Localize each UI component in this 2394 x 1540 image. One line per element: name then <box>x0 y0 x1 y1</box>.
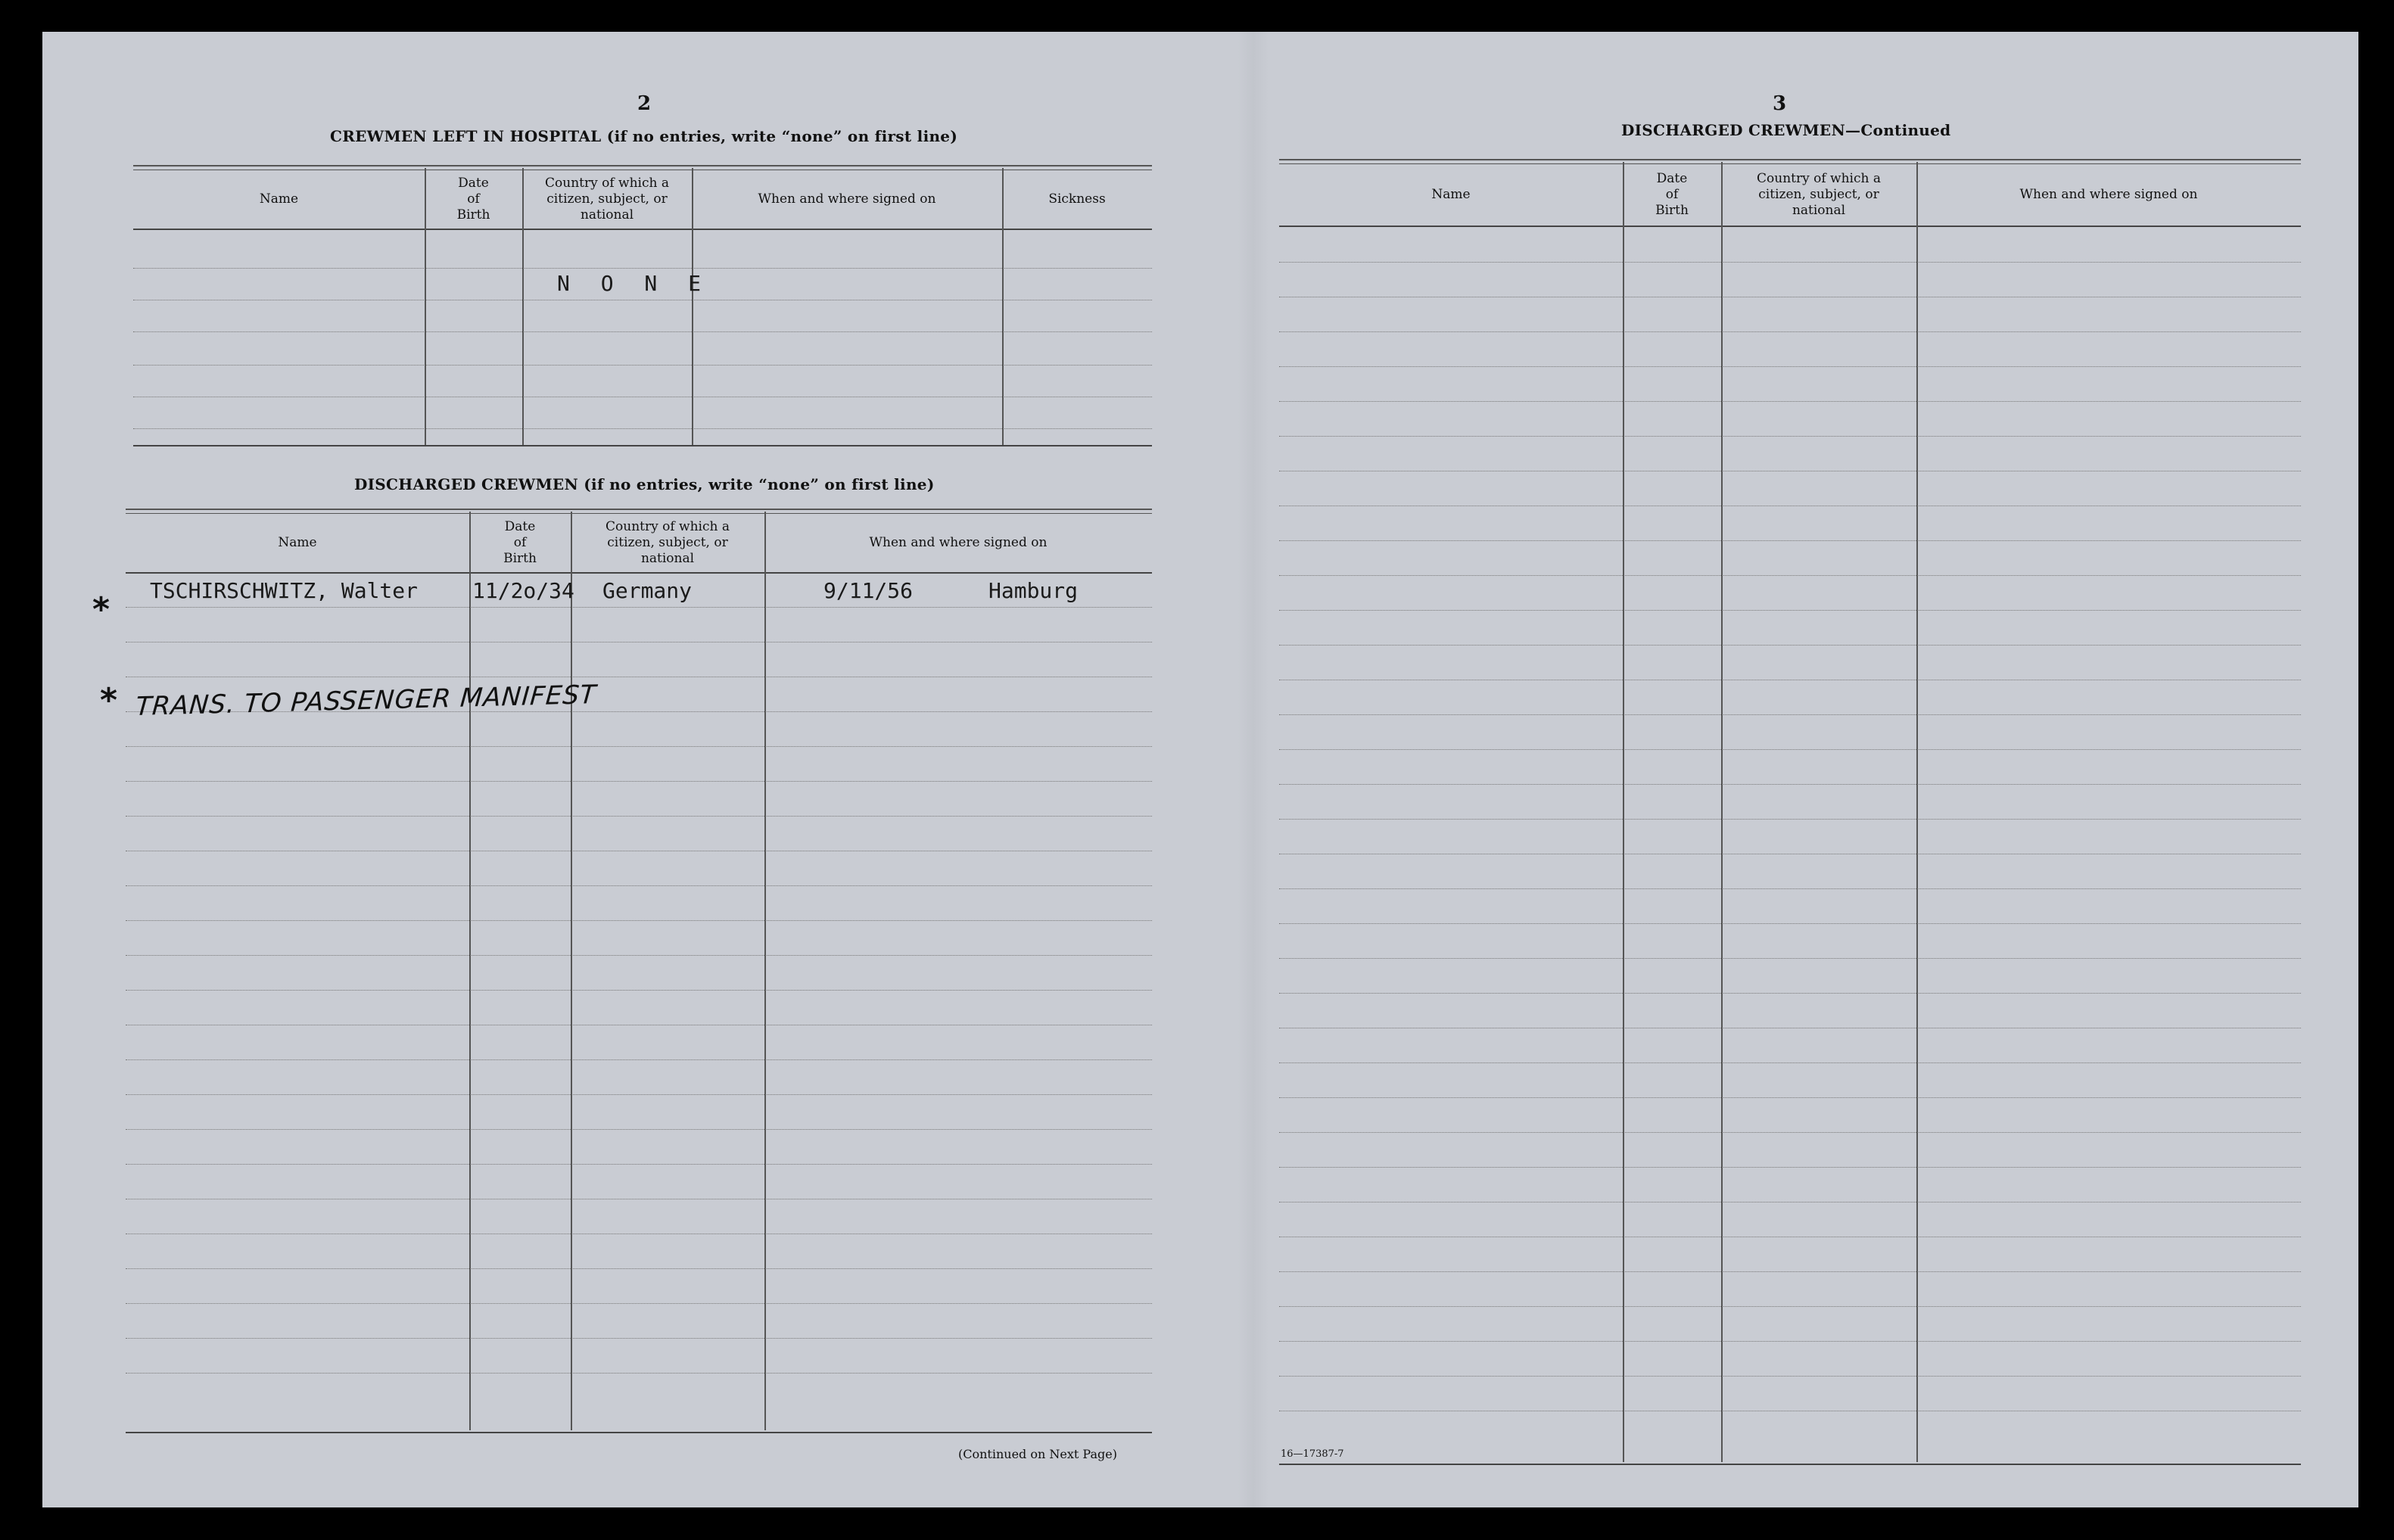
crewman-signed-date: 9/11/56 <box>823 578 914 603</box>
hospital-col-country: Country of which a citizen, subject, or national <box>545 175 669 222</box>
page-number-right: 3 <box>1772 92 1787 115</box>
page-number-left: 2 <box>637 92 652 115</box>
discharged-col-dob: Date of Birth <box>503 518 537 566</box>
page-fold <box>1238 32 1269 1507</box>
crewman-signed-place: Hamburg <box>988 578 1079 603</box>
discharged-table-right <box>1279 159 2301 1461</box>
hospital-none-entry: N O N E <box>557 271 711 296</box>
crewman-name: TSCHIRSCHWITZ, Walter <box>150 578 419 603</box>
crewman-dob: 11/2o/34 <box>472 578 574 603</box>
hospital-section-title: CREWMEN LEFT IN HOSPITAL (if no entries, write “none” on first line) <box>330 127 958 145</box>
continued-footer: (Continued on Next Page) <box>958 1447 1117 1461</box>
asterisk-mark: * <box>92 590 111 629</box>
discharged-col-signed: When and where signed on <box>869 534 1048 550</box>
hospital-col-sickness: Sickness <box>1048 191 1106 207</box>
asterisk-mark-note: * <box>100 681 118 720</box>
discharged-section-title: DISCHARGED CREWMEN (if no entries, write “none” on first line) <box>354 475 935 493</box>
hospital-col-signed: When and where signed on <box>758 191 936 207</box>
discharged-continued-title: DISCHARGED CREWMEN—Continued <box>1621 121 1951 139</box>
hospital-col-name: Name <box>259 191 299 207</box>
right-col-country: Country of which a citizen, subject, or national <box>1757 170 1881 218</box>
discharged-table-left <box>126 509 1152 1462</box>
right-col-signed: When and where signed on <box>2019 186 2198 202</box>
form-sheet <box>42 32 2358 1507</box>
right-col-dob: Date of Birth <box>1655 170 1689 218</box>
hospital-col-dob: Date of Birth <box>456 175 490 222</box>
form-number: 16—17387-7 <box>1281 1448 1344 1460</box>
crewman-country: Germany <box>602 578 693 603</box>
discharged-col-name: Name <box>278 534 317 550</box>
right-col-name: Name <box>1431 186 1471 202</box>
discharged-col-country: Country of which a citizen, subject, or national <box>606 518 730 566</box>
hospital-table <box>133 165 1152 483</box>
handwritten-note: TRANS. TO PASSENGER MANIFEST <box>134 680 598 722</box>
